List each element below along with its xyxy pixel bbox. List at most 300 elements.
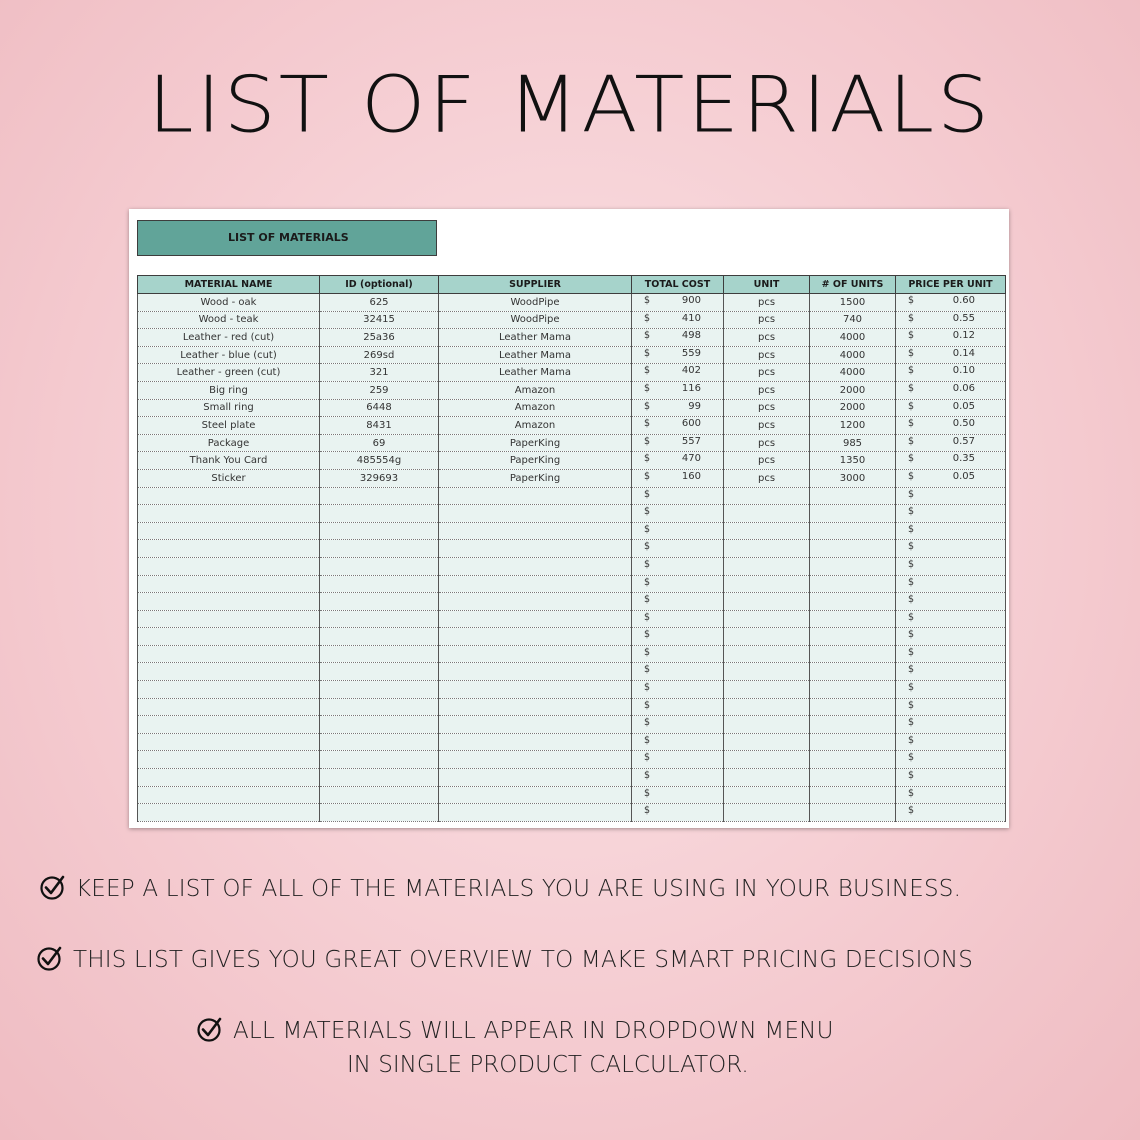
cell-num-units[interactable] — [810, 663, 896, 681]
cell-price-per-unit[interactable] — [896, 294, 1006, 312]
cell-id[interactable] — [320, 645, 439, 663]
cell-supplier[interactable] — [439, 716, 632, 734]
cell-total-cost[interactable] — [632, 294, 724, 312]
cell-material-name[interactable] — [138, 557, 320, 575]
cell-material-name[interactable] — [138, 733, 320, 751]
currency-symbol: $ — [908, 347, 915, 359]
cell-total-cost[interactable] — [632, 663, 724, 681]
currency-symbol: $ — [644, 506, 651, 518]
cell-supplier[interactable] — [439, 786, 632, 804]
feature-text-3: ALL MATERIALS WILL APPEAR IN DROPDOWN MENU — [233, 1018, 834, 1044]
cell-unit[interactable] — [724, 681, 810, 699]
feature-text-2: THIS LIST GIVES YOU GREAT OVERVIEW TO MAKE SMART PRICING DECISIONS — [73, 947, 974, 973]
table-row — [138, 346, 1006, 364]
cell-id[interactable] — [320, 786, 439, 804]
cell-supplier[interactable] — [439, 769, 632, 787]
cell-id[interactable] — [320, 716, 439, 734]
cell-total-cost[interactable] — [632, 417, 724, 435]
currency-symbol: $ — [644, 488, 651, 500]
cell-total-cost[interactable] — [632, 593, 724, 611]
currency-symbol: $ — [644, 295, 651, 306]
cell-price-per-unit[interactable] — [896, 786, 1006, 804]
cell-total-cost[interactable] — [632, 769, 724, 787]
cell-id[interactable] — [320, 733, 439, 751]
cell-id[interactable]: 329693 — [320, 469, 439, 487]
cell-material-name[interactable]: Wood - oak — [138, 294, 320, 312]
cell-unit[interactable] — [724, 733, 810, 751]
cell-material-name[interactable]: Sticker — [138, 469, 320, 487]
cell-unit[interactable]: pcs — [724, 452, 810, 470]
cell-supplier[interactable]: Amazon — [439, 417, 632, 435]
cell-material-name[interactable] — [138, 522, 320, 540]
cell-unit[interactable]: pcs — [724, 329, 810, 347]
cell-supplier[interactable]: Leather Mama — [439, 364, 632, 382]
cell-unit[interactable]: pcs — [724, 399, 810, 417]
cell-supplier[interactable] — [439, 751, 632, 769]
cell-price-per-unit[interactable] — [896, 610, 1006, 628]
cell-num-units[interactable]: 1500 — [810, 294, 896, 312]
cell-total-cost[interactable] — [632, 557, 724, 575]
cell-unit[interactable]: pcs — [724, 311, 810, 329]
cell-num-units[interactable] — [810, 593, 896, 611]
cell-supplier[interactable]: Leather Mama — [439, 329, 632, 347]
cell-supplier[interactable] — [439, 645, 632, 663]
column-header-total-cost: TOTAL COST — [632, 276, 724, 294]
cell-supplier[interactable]: WoodPipe — [439, 311, 632, 329]
column-header-id: ID (optional) — [320, 276, 439, 294]
cell-amount: 557 — [681, 435, 701, 447]
cell-unit[interactable] — [724, 751, 810, 769]
cell-supplier[interactable] — [439, 681, 632, 699]
cell-supplier[interactable] — [439, 663, 632, 681]
cell-price-per-unit[interactable] — [896, 645, 1006, 663]
cell-material-name[interactable]: Wood - teak — [138, 311, 320, 329]
table-row — [138, 698, 1006, 716]
cell-id[interactable] — [320, 610, 439, 628]
column-header-material-name: MATERIAL NAME — [138, 276, 320, 294]
cell-unit[interactable]: pcs — [724, 469, 810, 487]
cell-unit[interactable] — [724, 769, 810, 787]
cell-price-per-unit[interactable] — [896, 346, 1006, 364]
cell-unit[interactable]: pcs — [724, 381, 810, 399]
cell-price-per-unit[interactable] — [896, 505, 1006, 523]
cell-num-units[interactable]: 4000 — [810, 329, 896, 347]
currency-symbol: $ — [908, 295, 915, 306]
cell-num-units[interactable] — [810, 522, 896, 540]
cell-total-cost[interactable] — [632, 575, 724, 593]
cell-id[interactable]: 69 — [320, 434, 439, 452]
checkmark-circle-icon — [37, 945, 63, 971]
cell-unit[interactable] — [724, 540, 810, 558]
cell-price-per-unit[interactable] — [896, 593, 1006, 611]
cell-num-units[interactable] — [810, 628, 896, 646]
feature-text-3-line-2: IN SINGLE PRODUCT CALCULATOR. — [347, 1052, 749, 1078]
cell-amount: 559 — [681, 347, 701, 359]
cell-num-units[interactable] — [810, 575, 896, 593]
cell-total-cost[interactable] — [632, 311, 724, 329]
cell-unit[interactable] — [724, 593, 810, 611]
cell-num-units[interactable]: 4000 — [810, 346, 896, 364]
cell-amount: 600 — [681, 418, 701, 430]
cell-supplier[interactable] — [439, 628, 632, 646]
table-row — [138, 417, 1006, 435]
cell-supplier[interactable] — [439, 593, 632, 611]
cell-num-units[interactable] — [810, 698, 896, 716]
cell-total-cost[interactable] — [632, 716, 724, 734]
currency-symbol: $ — [908, 382, 915, 394]
cell-id[interactable] — [320, 698, 439, 716]
cell-unit[interactable] — [724, 628, 810, 646]
cell-total-cost[interactable] — [632, 540, 724, 558]
cell-unit[interactable] — [724, 505, 810, 523]
column-header-unit: UNIT — [724, 276, 810, 294]
cell-supplier[interactable] — [439, 575, 632, 593]
cell-unit[interactable] — [724, 663, 810, 681]
cell-price-per-unit[interactable] — [896, 681, 1006, 699]
cell-total-cost[interactable] — [632, 786, 724, 804]
currency-symbol: $ — [908, 470, 915, 482]
cell-amount: 900 — [681, 295, 701, 306]
table-row — [138, 329, 1006, 347]
cell-id[interactable] — [320, 505, 439, 523]
currency-symbol: $ — [644, 453, 651, 465]
currency-symbol: $ — [908, 664, 915, 676]
cell-material-name[interactable]: Leather - red (cut) — [138, 329, 320, 347]
cell-id[interactable] — [320, 804, 439, 822]
currency-symbol: $ — [644, 770, 651, 782]
cell-id[interactable]: 32415 — [320, 311, 439, 329]
cell-price-per-unit[interactable] — [896, 452, 1006, 470]
cell-id[interactable]: 625 — [320, 294, 439, 312]
table-row — [138, 364, 1006, 382]
cell-price-per-unit[interactable] — [896, 381, 1006, 399]
cell-id[interactable] — [320, 593, 439, 611]
table-body — [138, 294, 1006, 822]
cell-id[interactable] — [320, 487, 439, 505]
cell-id[interactable]: 321 — [320, 364, 439, 382]
cell-price-per-unit[interactable] — [896, 769, 1006, 787]
cell-id[interactable]: 6448 — [320, 399, 439, 417]
cell-material-name[interactable] — [138, 575, 320, 593]
table-row — [138, 628, 1006, 646]
currency-symbol: $ — [644, 400, 651, 412]
cell-total-cost[interactable] — [632, 452, 724, 470]
cell-price-per-unit[interactable] — [896, 575, 1006, 593]
cell-amount: 0.06 — [952, 382, 975, 394]
currency-symbol: $ — [644, 418, 651, 430]
cell-unit[interactable]: pcs — [724, 364, 810, 382]
cell-total-cost[interactable] — [632, 487, 724, 505]
cell-total-cost[interactable] — [632, 434, 724, 452]
currency-symbol: $ — [908, 330, 915, 342]
cell-num-units[interactable] — [810, 681, 896, 699]
cell-material-name[interactable]: Steel plate — [138, 417, 320, 435]
currency-symbol: $ — [644, 629, 651, 641]
cell-id[interactable] — [320, 769, 439, 787]
cell-unit[interactable]: pcs — [724, 417, 810, 435]
cell-id[interactable] — [320, 540, 439, 558]
cell-material-name[interactable] — [138, 698, 320, 716]
cell-unit[interactable] — [724, 575, 810, 593]
cell-amount: 410 — [681, 312, 701, 324]
currency-symbol: $ — [908, 400, 915, 412]
cell-supplier[interactable]: Amazon — [439, 399, 632, 417]
cell-id[interactable]: 8431 — [320, 417, 439, 435]
cell-total-cost[interactable] — [632, 364, 724, 382]
currency-symbol: $ — [908, 488, 915, 500]
currency-symbol: $ — [644, 664, 651, 676]
cell-material-name[interactable] — [138, 540, 320, 558]
cell-total-cost[interactable] — [632, 751, 724, 769]
cell-num-units[interactable]: 740 — [810, 311, 896, 329]
cell-price-per-unit[interactable] — [896, 399, 1006, 417]
cell-id[interactable] — [320, 522, 439, 540]
cell-total-cost[interactable] — [632, 645, 724, 663]
cell-supplier[interactable] — [439, 804, 632, 822]
cell-supplier[interactable]: PaperKing — [439, 469, 632, 487]
cell-price-per-unit[interactable] — [896, 522, 1006, 540]
cell-total-cost[interactable] — [632, 469, 724, 487]
cell-num-units[interactable] — [810, 540, 896, 558]
currency-symbol: $ — [908, 805, 915, 817]
cell-total-cost[interactable] — [632, 346, 724, 364]
cell-unit[interactable] — [724, 645, 810, 663]
cell-price-per-unit[interactable] — [896, 751, 1006, 769]
cell-price-per-unit[interactable] — [896, 716, 1006, 734]
cell-supplier[interactable]: PaperKing — [439, 434, 632, 452]
cell-material-name[interactable] — [138, 610, 320, 628]
cell-amount: 0.35 — [952, 453, 975, 465]
cell-amount: 0.12 — [952, 330, 975, 342]
cell-price-per-unit[interactable] — [896, 329, 1006, 347]
cell-supplier[interactable]: Amazon — [439, 381, 632, 399]
cell-supplier[interactable] — [439, 540, 632, 558]
cell-unit[interactable]: pcs — [724, 434, 810, 452]
currency-symbol: $ — [908, 506, 915, 518]
cell-num-units[interactable] — [810, 804, 896, 822]
cell-unit[interactable] — [724, 698, 810, 716]
cell-unit[interactable] — [724, 804, 810, 822]
currency-symbol: $ — [644, 752, 651, 764]
cell-material-name[interactable] — [138, 681, 320, 699]
feature-item-2 — [37, 945, 973, 973]
cell-id[interactable] — [320, 681, 439, 699]
cell-material-name[interactable] — [138, 786, 320, 804]
cell-amount: 0.50 — [952, 418, 975, 430]
cell-num-units[interactable] — [810, 557, 896, 575]
currency-symbol: $ — [644, 787, 651, 799]
cell-unit[interactable]: pcs — [724, 294, 810, 312]
cell-id[interactable] — [320, 557, 439, 575]
cell-price-per-unit[interactable] — [896, 311, 1006, 329]
cell-supplier[interactable] — [439, 505, 632, 523]
currency-symbol: $ — [644, 347, 651, 359]
cell-material-name[interactable] — [138, 628, 320, 646]
currency-symbol: $ — [908, 646, 915, 658]
cell-price-per-unit[interactable] — [896, 698, 1006, 716]
currency-symbol: $ — [908, 523, 915, 535]
cell-price-per-unit[interactable] — [896, 417, 1006, 435]
cell-supplier[interactable] — [439, 557, 632, 575]
cell-unit[interactable]: pcs — [724, 346, 810, 364]
currency-symbol: $ — [644, 435, 651, 447]
cell-unit[interactable] — [724, 610, 810, 628]
cell-amount: 498 — [681, 330, 701, 342]
cell-amount: 116 — [681, 382, 701, 394]
cell-price-per-unit[interactable] — [896, 487, 1006, 505]
cell-material-name[interactable] — [138, 804, 320, 822]
cell-num-units[interactable]: 4000 — [810, 364, 896, 382]
currency-symbol: $ — [908, 418, 915, 430]
table-row — [138, 751, 1006, 769]
currency-symbol: $ — [644, 805, 651, 817]
cell-total-cost[interactable] — [632, 628, 724, 646]
cell-num-units[interactable]: 3000 — [810, 469, 896, 487]
cell-total-cost[interactable] — [632, 329, 724, 347]
currency-symbol: $ — [908, 576, 915, 588]
cell-num-units[interactable]: 1350 — [810, 452, 896, 470]
cell-total-cost[interactable] — [632, 804, 724, 822]
cell-num-units[interactable] — [810, 786, 896, 804]
cell-num-units[interactable] — [810, 769, 896, 787]
cell-material-name[interactable] — [138, 645, 320, 663]
column-header-num-units: # OF UNITS — [810, 276, 896, 294]
sheet-title: LIST OF MATERIALS — [137, 220, 437, 256]
table-row — [138, 452, 1006, 470]
cell-id[interactable]: 259 — [320, 381, 439, 399]
currency-symbol: $ — [908, 435, 915, 447]
cell-supplier[interactable]: Leather Mama — [439, 346, 632, 364]
cell-id[interactable]: 25a36 — [320, 329, 439, 347]
cell-price-per-unit[interactable] — [896, 733, 1006, 751]
cell-supplier[interactable] — [439, 698, 632, 716]
cell-material-name[interactable] — [138, 769, 320, 787]
cell-id[interactable] — [320, 663, 439, 681]
cell-price-per-unit[interactable] — [896, 557, 1006, 575]
cell-material-name[interactable]: Leather - blue (cut) — [138, 346, 320, 364]
cell-total-cost[interactable] — [632, 733, 724, 751]
currency-symbol: $ — [908, 365, 915, 377]
checkmark-circle-icon — [40, 874, 66, 900]
currency-symbol: $ — [908, 453, 915, 465]
cell-num-units[interactable] — [810, 487, 896, 505]
cell-id[interactable] — [320, 751, 439, 769]
table-row — [138, 645, 1006, 663]
cell-unit[interactable] — [724, 557, 810, 575]
cell-total-cost[interactable] — [632, 505, 724, 523]
currency-symbol: $ — [644, 541, 651, 553]
cell-material-name[interactable] — [138, 716, 320, 734]
column-header-supplier: SUPPLIER — [439, 276, 632, 294]
cell-price-per-unit[interactable] — [896, 469, 1006, 487]
currency-symbol: $ — [644, 611, 651, 623]
cell-material-name[interactable] — [138, 505, 320, 523]
cell-material-name[interactable]: Package — [138, 434, 320, 452]
cell-price-per-unit[interactable] — [896, 540, 1006, 558]
cell-material-name[interactable] — [138, 593, 320, 611]
cell-material-name[interactable] — [138, 663, 320, 681]
cell-num-units[interactable] — [810, 716, 896, 734]
cell-material-name[interactable]: Big ring — [138, 381, 320, 399]
cell-total-cost[interactable] — [632, 698, 724, 716]
cell-supplier[interactable]: WoodPipe — [439, 294, 632, 312]
cell-num-units[interactable]: 2000 — [810, 399, 896, 417]
cell-amount: 470 — [681, 453, 701, 465]
feature-text-1: KEEP A LIST OF ALL OF THE MATERIALS YOU ARE USING IN YOUR BUSINESS. — [76, 876, 962, 902]
currency-symbol: $ — [908, 752, 915, 764]
cell-id[interactable]: 485554g — [320, 452, 439, 470]
spreadsheet-screenshot — [129, 209, 1009, 828]
currency-symbol: $ — [908, 541, 915, 553]
cell-num-units[interactable]: 1200 — [810, 417, 896, 435]
cell-num-units[interactable] — [810, 645, 896, 663]
cell-price-per-unit[interactable] — [896, 804, 1006, 822]
table-row — [138, 786, 1006, 804]
currency-symbol: $ — [644, 470, 651, 482]
cell-num-units[interactable]: 985 — [810, 434, 896, 452]
cell-num-units[interactable] — [810, 505, 896, 523]
currency-symbol: $ — [644, 734, 651, 746]
table-row — [138, 469, 1006, 487]
checkmark-circle-icon — [197, 1016, 223, 1042]
cell-material-name[interactable]: Leather - green (cut) — [138, 364, 320, 382]
cell-price-per-unit[interactable] — [896, 663, 1006, 681]
cell-id[interactable] — [320, 628, 439, 646]
cell-supplier[interactable] — [439, 522, 632, 540]
cell-id[interactable] — [320, 575, 439, 593]
cell-supplier[interactable] — [439, 610, 632, 628]
currency-symbol: $ — [644, 330, 651, 342]
cell-num-units[interactable] — [810, 733, 896, 751]
cell-total-cost[interactable] — [632, 610, 724, 628]
cell-price-per-unit[interactable] — [896, 628, 1006, 646]
cell-amount: 0.55 — [952, 312, 975, 324]
cell-material-name[interactable]: Thank You Card — [138, 452, 320, 470]
currency-symbol: $ — [908, 699, 915, 711]
table-row — [138, 381, 1006, 399]
cell-supplier[interactable] — [439, 487, 632, 505]
cell-unit[interactable] — [724, 716, 810, 734]
table-row — [138, 505, 1006, 523]
cell-num-units[interactable]: 2000 — [810, 381, 896, 399]
cell-supplier[interactable] — [439, 733, 632, 751]
cell-num-units[interactable] — [810, 610, 896, 628]
cell-price-per-unit[interactable] — [896, 364, 1006, 382]
table-row — [138, 311, 1006, 329]
cell-material-name[interactable] — [138, 751, 320, 769]
cell-id[interactable]: 269sd — [320, 346, 439, 364]
cell-unit[interactable] — [724, 522, 810, 540]
cell-total-cost[interactable] — [632, 522, 724, 540]
cell-price-per-unit[interactable] — [896, 434, 1006, 452]
cell-unit[interactable] — [724, 786, 810, 804]
currency-symbol: $ — [644, 717, 651, 729]
cell-num-units[interactable] — [810, 751, 896, 769]
currency-symbol: $ — [644, 594, 651, 606]
cell-supplier[interactable]: PaperKing — [439, 452, 632, 470]
cell-total-cost[interactable] — [632, 381, 724, 399]
currency-symbol: $ — [908, 770, 915, 782]
cell-total-cost[interactable] — [632, 399, 724, 417]
cell-total-cost[interactable] — [632, 681, 724, 699]
materials-table — [137, 275, 1006, 822]
cell-material-name[interactable] — [138, 487, 320, 505]
table-row — [138, 769, 1006, 787]
cell-material-name[interactable]: Small ring — [138, 399, 320, 417]
currency-symbol: $ — [644, 682, 651, 694]
currency-symbol: $ — [644, 365, 651, 377]
cell-unit[interactable] — [724, 487, 810, 505]
